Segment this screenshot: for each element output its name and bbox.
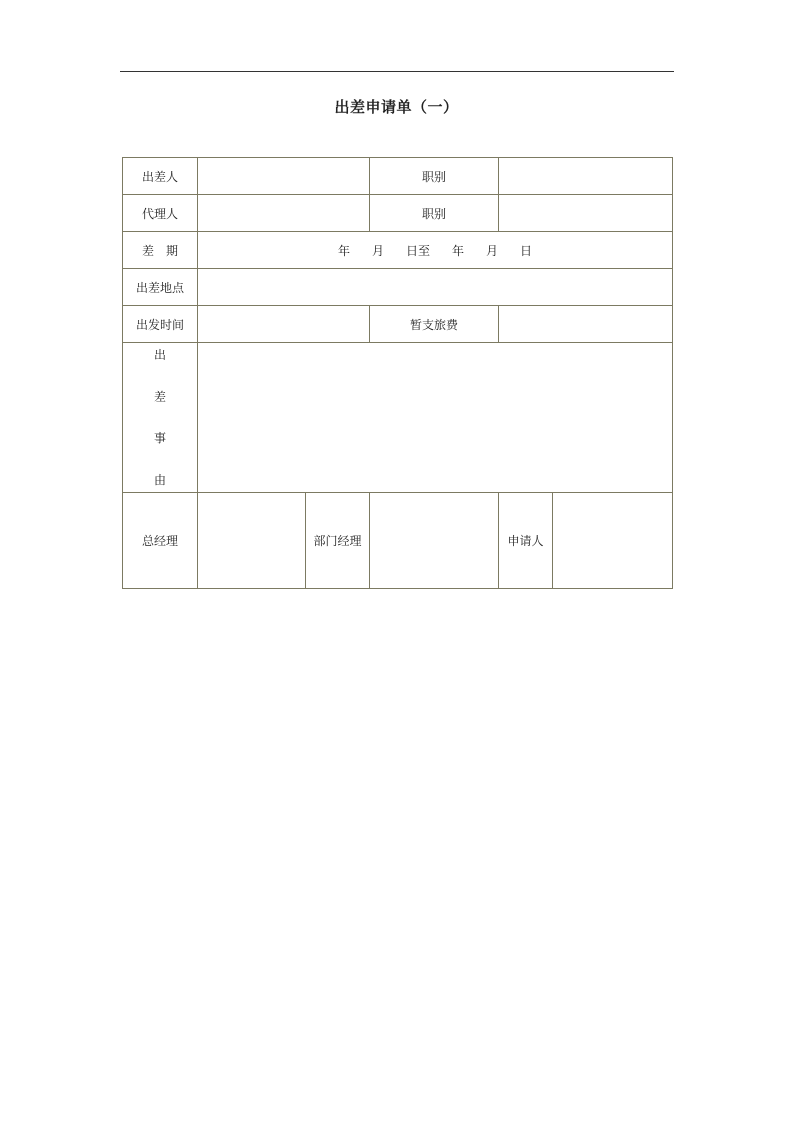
reason-label <box>123 343 198 493</box>
dept-manager-label: 部门经理 <box>306 492 370 588</box>
period-day-to: 日至 <box>405 243 430 258</box>
departure-label: 出发时间 <box>123 306 198 343</box>
advance-label: 暂支旅费 <box>370 306 499 343</box>
departure-field[interactable] <box>198 306 370 343</box>
traveler-rank-field[interactable] <box>499 158 673 195</box>
row-signatures <box>123 492 673 588</box>
agent-rank-field[interactable] <box>499 195 673 232</box>
dept-manager-field[interactable] <box>370 492 499 588</box>
applicant-label: 申请人 <box>499 492 553 588</box>
period-year-start: 年 <box>337 243 350 258</box>
general-manager-label: 总经理 <box>123 492 198 588</box>
travel-request-form <box>122 157 673 589</box>
reason-char: 出 <box>153 348 166 362</box>
reason-char: 差 <box>153 389 166 404</box>
reason-field[interactable] <box>198 343 673 493</box>
period-label: 差 期 <box>123 232 198 269</box>
header-rule <box>120 71 674 72</box>
period-year-end: 年 <box>452 243 465 258</box>
row-destination <box>123 269 673 306</box>
traveler-field[interactable] <box>198 158 370 195</box>
row-period <box>123 232 673 269</box>
agent-label: 代理人 <box>123 195 198 232</box>
reason-char: 事 <box>153 431 166 445</box>
traveler-rank-label: 职别 <box>370 158 499 195</box>
advance-field[interactable] <box>499 306 673 343</box>
destination-label: 出差地点 <box>123 269 198 306</box>
applicant-field[interactable] <box>553 492 673 588</box>
general-manager-field[interactable] <box>198 492 306 588</box>
period-month-start: 月 <box>371 243 384 258</box>
period-day-end: 日 <box>520 243 533 258</box>
page-title: 出差申请单（一） <box>334 98 459 116</box>
row-reason <box>123 343 673 493</box>
row-traveler <box>123 158 673 195</box>
row-departure <box>123 306 673 343</box>
reason-char: 由 <box>153 472 166 487</box>
destination-field[interactable] <box>198 269 673 306</box>
traveler-label: 出差人 <box>123 158 198 195</box>
agent-field[interactable] <box>198 195 370 232</box>
agent-rank-label: 职别 <box>370 195 499 232</box>
row-agent <box>123 195 673 232</box>
period-field[interactable] <box>198 232 673 269</box>
period-month-end: 月 <box>486 243 499 258</box>
